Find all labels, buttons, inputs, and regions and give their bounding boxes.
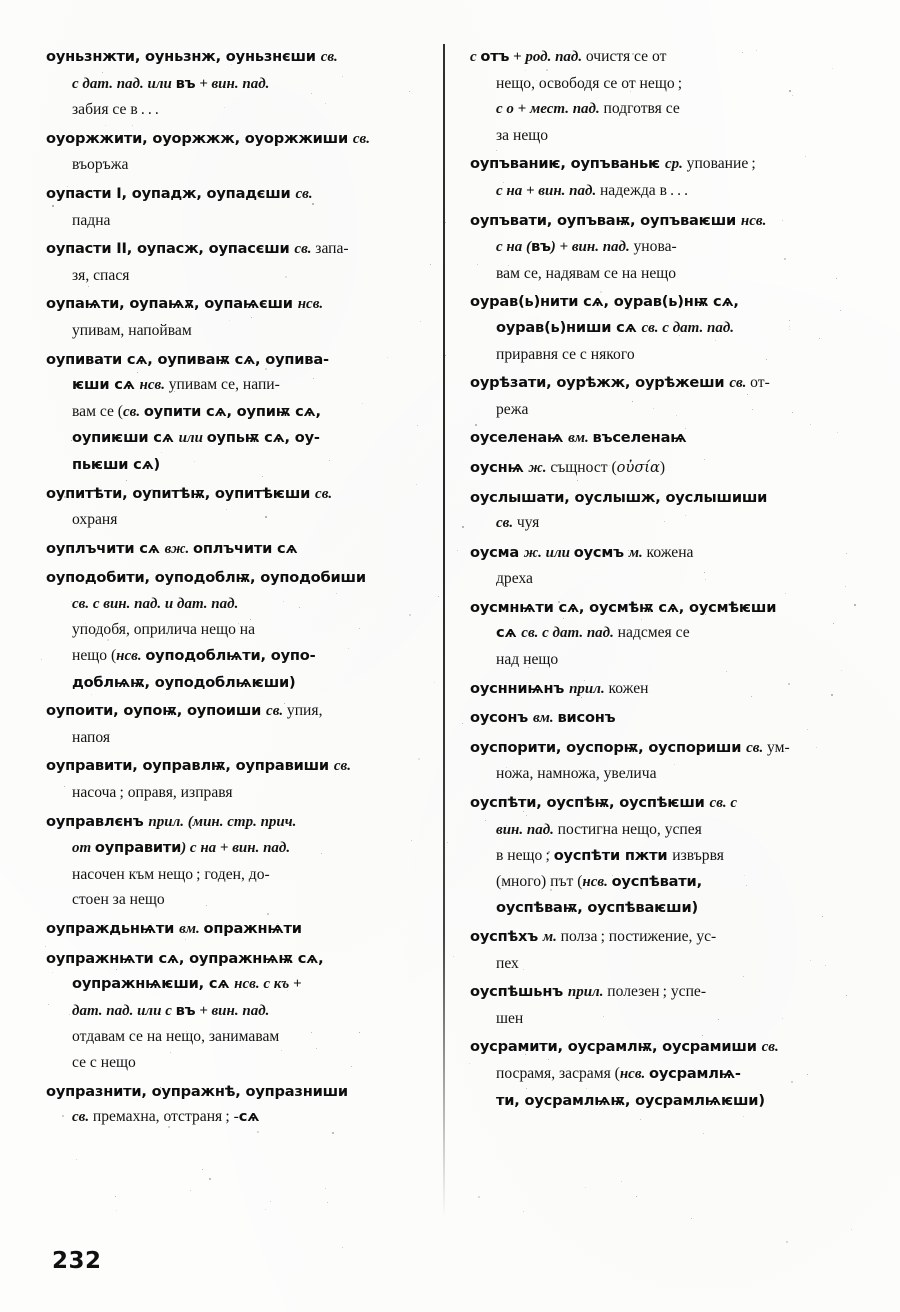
bulgarian-gloss-text: отдавам се на нещо, занимавам bbox=[72, 1028, 280, 1046]
ocs-headword-text: доблѩѭ, оуподоблѩѥши) bbox=[72, 673, 296, 691]
bulgarian-gloss-text: ) bbox=[659, 458, 666, 476]
entry-line bbox=[46, 130, 370, 147]
ocs-headword-text: оуселенаѩ bbox=[470, 429, 569, 447]
grammar-abbrev-text: + вин. пад. bbox=[195, 1002, 270, 1019]
grammar-abbrev-text: св. bbox=[746, 739, 767, 756]
ocs-headword-text: оуправлєнъ bbox=[46, 812, 149, 830]
bulgarian-gloss-text: премахна, отстраня ; - bbox=[92, 1108, 239, 1126]
entry-line bbox=[72, 101, 159, 118]
entry-line bbox=[72, 975, 302, 992]
ocs-headword-text: въселенаѩ bbox=[592, 429, 687, 447]
dictionary-entry bbox=[470, 735, 850, 787]
grammar-abbrev-text: св. bbox=[295, 185, 313, 202]
ocs-headword-text: оурѣзати, оурѣжж, оурѣжеши bbox=[470, 374, 730, 392]
entry-line bbox=[72, 1002, 269, 1019]
ocs-headword-text: оусма bbox=[470, 543, 524, 561]
ocs-headword-text: оуспѣти пжти bbox=[553, 847, 673, 865]
entry-line bbox=[46, 240, 349, 257]
entry-line bbox=[72, 621, 255, 638]
grammar-abbrev-text: нсв. bbox=[116, 648, 146, 665]
dictionary-entry bbox=[46, 44, 426, 123]
dictionary-entry bbox=[46, 536, 426, 563]
bulgarian-gloss-text: ножа, намножа, увелича bbox=[496, 765, 657, 783]
entry-line bbox=[46, 351, 329, 368]
ocs-headword-text: въ bbox=[175, 74, 196, 92]
ocs-headword-text: оплъчити сѧ bbox=[193, 539, 298, 557]
ocs-headword-text: сѧ bbox=[496, 624, 522, 642]
entry-line bbox=[496, 651, 558, 668]
entry-line bbox=[496, 514, 539, 531]
grammar-abbrev-text: св. с вин. пад. и дат. пад. bbox=[72, 595, 239, 612]
bulgarian-gloss-text: същност ( bbox=[550, 458, 617, 476]
ocs-headword-text: оусмнѩти сѧ, оусмѣѭ сѧ, оусмѣѥши bbox=[470, 598, 777, 616]
grammar-abbrev-text: прил. bbox=[569, 680, 609, 697]
bulgarian-gloss-text: упование ; bbox=[686, 155, 756, 173]
grammar-abbrev-text: + вин. пад. bbox=[195, 75, 270, 92]
grammar-abbrev-text: нсв. bbox=[740, 212, 767, 229]
bulgarian-gloss-text: кожена bbox=[646, 543, 694, 561]
dictionary-entry bbox=[46, 181, 426, 233]
grammar-abbrev-text: св. bbox=[320, 49, 338, 65]
ocs-headword-text: оуслышати, оуслышж, оуслышиши bbox=[470, 488, 768, 506]
bulgarian-gloss-text: надсмея се bbox=[617, 624, 690, 642]
entry-line bbox=[46, 485, 332, 502]
ocs-headword-text: оупиѥши сѧ bbox=[72, 429, 179, 447]
dictionary-entry bbox=[46, 698, 426, 750]
ocs-headword-text: оуправити, оуправлѭ, оуправиши bbox=[46, 757, 334, 775]
entry-line bbox=[470, 544, 693, 561]
dictionary-entry bbox=[470, 44, 850, 148]
dictionary-entry bbox=[470, 485, 850, 537]
ocs-headword-text: оупраждьнѩти bbox=[46, 920, 180, 937]
entry-line bbox=[46, 48, 338, 65]
bulgarian-gloss-text: очистя се от bbox=[585, 48, 667, 65]
bulgarian-gloss-text: забия се в . . . bbox=[72, 101, 159, 119]
ocs-headword-text: ти, оусрамлѩѭ, оусрамлѩѥши) bbox=[496, 1091, 765, 1109]
ocs-headword-text: оуоржжити, оуоржжж, оуоржжиши bbox=[46, 129, 353, 147]
grammar-abbrev-text: св. bbox=[729, 375, 751, 392]
entry-line bbox=[72, 1054, 136, 1071]
dictionary-entry bbox=[470, 979, 850, 1031]
entry-line bbox=[470, 212, 766, 229]
grammar-abbrev-text: с дат. пад. или bbox=[72, 75, 176, 92]
entry-line bbox=[496, 1010, 523, 1027]
entry-line bbox=[470, 680, 649, 697]
entry-line bbox=[470, 739, 790, 756]
entry-line bbox=[72, 429, 320, 446]
dictionary-entry bbox=[470, 208, 850, 287]
dictionary-entry bbox=[470, 924, 850, 976]
dictionary-entry bbox=[470, 289, 850, 367]
bulgarian-gloss-text: над нещо bbox=[496, 651, 559, 669]
entry-line bbox=[496, 319, 734, 336]
entry-line bbox=[72, 156, 128, 173]
ocs-headword-text: оупъваниѥ, оупъваньѥ bbox=[470, 155, 665, 173]
entry-line bbox=[72, 322, 192, 339]
ocs-headword-text: оусмъ bbox=[573, 543, 629, 561]
ocs-headword-text: сѧ bbox=[238, 1108, 260, 1126]
dictionary-entry bbox=[470, 790, 850, 921]
ocs-headword-text: пьѥши сѧ) bbox=[72, 455, 161, 473]
grammar-abbrev-text: св. bbox=[266, 703, 287, 720]
entry-line bbox=[496, 265, 676, 282]
entry-line bbox=[72, 891, 165, 908]
entry-line bbox=[72, 595, 238, 612]
dictionary-entry bbox=[46, 946, 426, 1076]
greek-gloss-text: οὐσία bbox=[616, 458, 660, 476]
bulgarian-gloss-text: упивам, напойвам bbox=[72, 321, 192, 339]
entry-line bbox=[496, 570, 533, 587]
entry-line bbox=[72, 456, 160, 473]
grammar-abbrev-text: св. с bbox=[709, 795, 738, 812]
bulgarian-gloss-text: режа bbox=[496, 400, 529, 418]
dictionary-entry bbox=[46, 481, 426, 533]
dictionary-entry bbox=[46, 753, 426, 805]
entry-line bbox=[496, 238, 677, 255]
ocs-headword-text: оупражнѩѥши, сѧ bbox=[72, 975, 235, 993]
entry-line bbox=[470, 374, 770, 391]
ocs-headword-text: оуправити bbox=[94, 839, 182, 857]
entry-line bbox=[72, 866, 270, 883]
grammar-abbrev-text: вин. пад. bbox=[496, 821, 558, 838]
page-number: 232 bbox=[52, 1248, 102, 1274]
entry-line bbox=[470, 928, 716, 945]
grammar-abbrev-text: м. bbox=[628, 544, 647, 561]
dictionary-entry bbox=[46, 809, 426, 913]
grammar-abbrev-text: + род. пад. bbox=[509, 49, 586, 65]
grammar-abbrev-text: вм. bbox=[532, 710, 558, 727]
grammar-abbrev-text: ) с на + вин. пад. bbox=[181, 840, 291, 857]
column-divider-rule bbox=[443, 44, 445, 1230]
bulgarian-gloss-text: охраня bbox=[72, 511, 118, 529]
entry-line bbox=[46, 540, 297, 557]
grammar-abbrev-text: нсв. bbox=[619, 1065, 650, 1082]
entry-line bbox=[46, 813, 296, 830]
grammar-abbrev-text: с bbox=[470, 49, 481, 65]
grammar-abbrev-text: или bbox=[178, 430, 207, 447]
entry-line bbox=[496, 127, 548, 144]
grammar-abbrev-text: с о + мест. пад. bbox=[496, 101, 604, 118]
dictionary-entry bbox=[46, 347, 426, 478]
bulgarian-gloss-text: насочен към нещо ; годен, до- bbox=[72, 865, 270, 883]
dictionary-entry bbox=[470, 1034, 850, 1113]
ocs-headword-text: ѥши сѧ bbox=[72, 376, 140, 394]
dictionary-entry bbox=[46, 236, 426, 288]
ocs-headword-text: оуспѣти, оуспѣѭ, оуспѣѥши bbox=[470, 794, 710, 812]
grammar-abbrev-text: нсв. с къ + bbox=[234, 976, 302, 993]
grammar-abbrev-text: св. bbox=[496, 515, 517, 532]
entry-line bbox=[72, 784, 233, 801]
entry-line bbox=[46, 757, 351, 774]
ocs-headword-text: оупитѣти, оупитѣѭ, оупитѣѥши bbox=[46, 484, 316, 502]
entry-line bbox=[470, 599, 776, 616]
ocs-headword-text: отъ bbox=[480, 48, 510, 65]
bulgarian-gloss-text: чуя bbox=[516, 514, 540, 532]
bulgarian-gloss-text: упия, bbox=[286, 702, 323, 720]
entry-line bbox=[46, 569, 366, 586]
bulgarian-gloss-text: въоръжа bbox=[72, 156, 129, 174]
entry-line bbox=[72, 376, 280, 393]
bulgarian-gloss-text: посрамя, засрамя ( bbox=[496, 1064, 620, 1082]
entry-line bbox=[46, 950, 323, 967]
ocs-headword-text: оупивати сѧ, оупиваѭ сѧ, оупива- bbox=[46, 350, 329, 368]
dictionary-entry bbox=[46, 291, 426, 343]
bulgarian-gloss-text: вам се, надявам се на нещо bbox=[496, 264, 677, 282]
bulgarian-gloss-text: насоча ; оправя, изправя bbox=[72, 784, 233, 802]
entry-line bbox=[72, 267, 129, 284]
entry-line bbox=[72, 674, 296, 691]
entry-line bbox=[46, 920, 302, 937]
grammar-abbrev-text: с на + вин. пад. bbox=[496, 182, 600, 199]
dictionary-entry bbox=[46, 565, 426, 695]
ocs-headword-text: оуснниѩнъ bbox=[470, 679, 570, 697]
dictionary-entry bbox=[470, 595, 850, 673]
entry-line bbox=[46, 702, 322, 719]
entry-line bbox=[72, 511, 117, 528]
entry-line bbox=[46, 295, 323, 312]
bulgarian-gloss-text: полза ; постижение, ус- bbox=[560, 928, 717, 945]
entry-line bbox=[470, 459, 665, 476]
bulgarian-gloss-text: дреха bbox=[496, 570, 533, 588]
ocs-headword-text: въ bbox=[175, 1001, 196, 1019]
grammar-abbrev-text: дат. пад. или с bbox=[72, 1002, 176, 1019]
entry-line bbox=[496, 899, 698, 916]
entry-line bbox=[72, 212, 110, 229]
ocs-headword-text: оуподобити, оуподоблѭ, оуподобиши bbox=[46, 569, 366, 587]
dictionary-entry bbox=[470, 676, 850, 703]
grammar-abbrev-text: нсв. bbox=[139, 377, 169, 394]
grammar-abbrev-text: св. bbox=[294, 241, 316, 258]
entry-line bbox=[496, 955, 519, 972]
entry-line bbox=[470, 429, 686, 446]
entry-line bbox=[496, 821, 702, 838]
entry-line bbox=[496, 1092, 765, 1109]
bulgarian-gloss-text: напоя bbox=[72, 728, 111, 746]
bulgarian-gloss-text: извървя bbox=[672, 847, 724, 865]
ocs-headword-text: оупоити, оупоѭ, оупоиши bbox=[46, 702, 267, 720]
dictionary-entry bbox=[46, 916, 426, 943]
grammar-abbrev-text: ж. или bbox=[523, 544, 574, 561]
bulgarian-gloss-text: полезен ; успе- bbox=[607, 983, 707, 1001]
grammar-abbrev-text: вж. bbox=[164, 540, 194, 557]
entry-line bbox=[496, 847, 724, 864]
bulgarian-gloss-text: стоен за нещо bbox=[72, 891, 165, 909]
entry-line bbox=[470, 1038, 779, 1055]
ocs-headword-text: висонъ bbox=[557, 709, 616, 727]
ocs-headword-text: оуспѣвати, bbox=[611, 872, 702, 890]
entry-line bbox=[496, 624, 690, 641]
dictionary-entry bbox=[46, 126, 426, 178]
entry-line bbox=[46, 1083, 348, 1100]
bulgarian-gloss-text: шен bbox=[496, 1009, 524, 1027]
entry-line bbox=[72, 729, 110, 746]
entry-line bbox=[72, 839, 290, 856]
ocs-headword-text: оупразнити, оупражнѣ, оупразниши bbox=[46, 1082, 348, 1100]
grammar-abbrev-text: св. с дат. пад. bbox=[521, 625, 618, 642]
dictionary-entry bbox=[470, 425, 850, 452]
bulgarian-gloss-text: упивам се, напи- bbox=[168, 376, 280, 394]
dictionary-entry bbox=[470, 540, 850, 592]
ocs-headword-text: оуподоблѩти, оупо- bbox=[145, 647, 316, 665]
grammar-abbrev-text: вм. bbox=[179, 921, 204, 937]
grammar-abbrev-text: прил. (мин. стр. прич. bbox=[148, 813, 297, 830]
grammar-abbrev-text: св. bbox=[72, 1109, 93, 1126]
grammar-abbrev-text: ж. bbox=[528, 459, 551, 476]
grammar-abbrev-text: с на ( bbox=[496, 239, 531, 256]
entry-line bbox=[470, 48, 666, 65]
ocs-headword-text: оупражнѩти сѧ, оупражнѩѭ сѧ, bbox=[46, 949, 324, 967]
entry-line bbox=[470, 155, 756, 172]
ocs-headword-text: оупасти II, оупасж, оупасєши bbox=[46, 240, 295, 258]
entry-line bbox=[470, 709, 615, 726]
dictionary-entry bbox=[46, 1079, 426, 1131]
grammar-abbrev-text: св. bbox=[761, 1039, 779, 1056]
grammar-abbrev-text: св. bbox=[122, 403, 144, 420]
entry-line bbox=[72, 75, 269, 92]
ocs-headword-text: оуспорити, оуспорѭ, оуспориши bbox=[470, 738, 747, 756]
entry-line bbox=[72, 1108, 259, 1125]
entry-line bbox=[72, 647, 315, 664]
grammar-abbrev-text: ) + вин. пад. bbox=[550, 239, 634, 256]
entry-line bbox=[72, 1028, 279, 1045]
ocs-headword-text: оуплъчити сѧ bbox=[46, 539, 165, 557]
entry-line bbox=[496, 182, 688, 199]
page-columns bbox=[46, 44, 858, 1224]
ocs-headword-text: опражнѩти bbox=[203, 920, 302, 937]
bulgarian-gloss-text: зя, спася bbox=[72, 266, 130, 284]
grammar-abbrev-text: св. bbox=[333, 758, 351, 775]
grammar-abbrev-text: нсв. bbox=[297, 296, 324, 313]
entry-line bbox=[496, 1065, 741, 1082]
bulgarian-gloss-text: ум- bbox=[767, 738, 790, 756]
dictionary-entry bbox=[470, 370, 850, 422]
ocs-headword-text: оуспѣхъ bbox=[470, 928, 543, 945]
bulgarian-gloss-text: вам се ( bbox=[72, 402, 123, 420]
ocs-headword-text: оуспѣшьнъ bbox=[470, 983, 568, 1001]
grammar-abbrev-text: нсв. bbox=[582, 873, 612, 890]
dictionary-entry bbox=[470, 455, 850, 482]
bulgarian-gloss-text: подготвя се bbox=[603, 100, 680, 118]
ocs-headword-text: оуспѣваѭ, оуспѣваѥши) bbox=[496, 899, 698, 917]
entry-line bbox=[72, 403, 321, 420]
ocs-headword-text: оусрамлѩ- bbox=[649, 1064, 741, 1082]
ocs-headword-text: оупити сѧ, оупиѭ сѧ, bbox=[143, 402, 321, 420]
grammar-abbrev-text: св. bbox=[315, 485, 333, 502]
bulgarian-gloss-text: унова- bbox=[633, 238, 677, 256]
dictionary-entry bbox=[470, 151, 850, 204]
entry-line bbox=[46, 185, 313, 202]
bulgarian-gloss-text: кожен bbox=[608, 679, 649, 697]
ocs-headword-text: оупасти I, оупадж, оупадєши bbox=[46, 184, 296, 202]
grammar-abbrev-text: св. с дат. пад. bbox=[641, 319, 735, 336]
ocs-headword-text: оурав(ь)ниши сѧ bbox=[496, 318, 642, 336]
bulgarian-gloss-text: уподобя, оприлича нещо на bbox=[72, 621, 256, 639]
entry-line bbox=[470, 293, 739, 310]
ocs-headword-text: оуснѩ bbox=[470, 458, 529, 476]
grammar-abbrev-text: прил. bbox=[567, 984, 608, 1001]
bulgarian-gloss-text: за нещо bbox=[496, 126, 549, 144]
entry-line bbox=[496, 100, 680, 117]
grammar-abbrev-text: от bbox=[72, 840, 95, 857]
bulgarian-gloss-text: запа- bbox=[315, 240, 349, 258]
ocs-headword-text: оупаѩти, оупаѩѫ, оупаѩєши bbox=[46, 295, 298, 313]
ocs-headword-text: оуньзнжти, оуньзнж, оуньзнєши bbox=[46, 48, 321, 65]
bulgarian-gloss-text: пех bbox=[496, 954, 519, 972]
bulgarian-gloss-text: нещо ( bbox=[72, 647, 117, 665]
grammar-abbrev-text: ср. bbox=[664, 156, 687, 173]
ocs-headword-text: оурав(ь)нити сѧ, оурав(ь)нѭ сѧ, bbox=[470, 293, 739, 311]
bulgarian-gloss-text: постигна нещо, успея bbox=[557, 820, 702, 838]
entry-line bbox=[496, 75, 682, 92]
bulgarian-gloss-text: падна bbox=[72, 211, 111, 229]
ocs-headword-text: въ bbox=[530, 238, 551, 256]
ocs-headword-text: оупъвати, оупъваѭ, оупъваѥши bbox=[470, 211, 741, 229]
entry-line bbox=[496, 873, 702, 890]
ocs-headword-text: оупьѭ сѧ, оу- bbox=[206, 429, 320, 447]
grammar-abbrev-text: св. bbox=[352, 130, 370, 147]
entry-line bbox=[470, 983, 706, 1000]
ocs-headword-text: оусонъ bbox=[470, 709, 533, 727]
bulgarian-gloss-text: от- bbox=[750, 374, 770, 392]
dictionary-entry bbox=[470, 705, 850, 732]
bulgarian-gloss-text: нещо, освободя се от нещо ; bbox=[496, 74, 683, 92]
entry-line bbox=[496, 765, 657, 782]
bulgarian-gloss-text: надежда в . . . bbox=[599, 181, 689, 199]
bulgarian-gloss-text: (много) път ( bbox=[496, 872, 583, 890]
bulgarian-gloss-text: се с нещо bbox=[72, 1053, 136, 1071]
ocs-headword-text: оусрамити, оусрамлѭ, оусрамиши bbox=[470, 1038, 762, 1056]
entry-line bbox=[496, 401, 528, 418]
grammar-abbrev-text: м. bbox=[542, 929, 561, 945]
entry-line bbox=[470, 794, 737, 811]
entry-line bbox=[470, 489, 767, 506]
grammar-abbrev-text: вм. bbox=[568, 430, 593, 447]
entry-line bbox=[496, 346, 635, 363]
bulgarian-gloss-text: в нещо ; bbox=[496, 847, 554, 865]
bulgarian-gloss-text: приравня се с някого bbox=[496, 345, 635, 363]
left-column bbox=[46, 44, 426, 1134]
right-column bbox=[470, 44, 850, 1116]
